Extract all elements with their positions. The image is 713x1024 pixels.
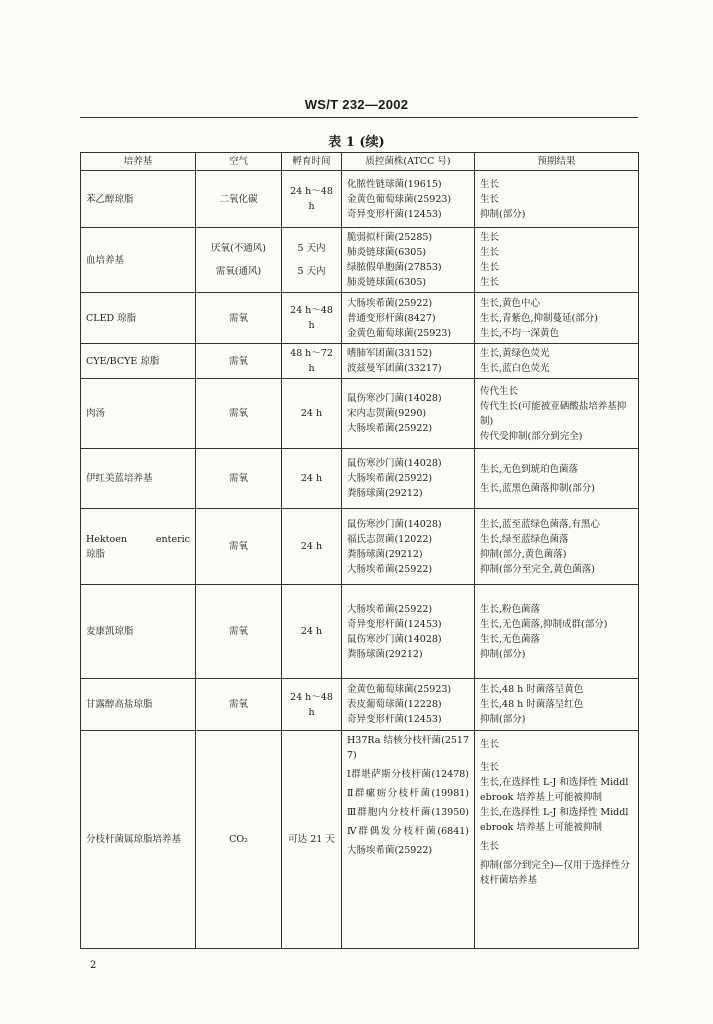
time-cell: 48 h～72 h xyxy=(282,344,342,379)
result-cell: 生长 生长 生长 生长 xyxy=(475,228,639,293)
result-cell: 生长,粉色菌落 生长,无色菌落,抑制成群(部分) 生长,无色菌落 抑制(部分) xyxy=(475,585,639,679)
time-cell: 24 h～48 h xyxy=(282,679,342,731)
result-cell: 传代生长 传代生长(可能被亚硒酸盐培养基抑制) 传代受抑制(部分到完全) xyxy=(475,379,639,449)
strain-cell: 嗜肺军团菌(33152) 波兹曼军团菌(33217) xyxy=(342,344,475,379)
table-row xyxy=(81,228,639,293)
strain-cell: 脆弱拟杆菌(25285) 肺炎链球菌(6305) 绿脓假单胞菌(27853) 肺炎链球菌(6305) xyxy=(342,228,475,293)
medium-cell: 甘露醇高盐琼脂 xyxy=(81,679,196,731)
air-cell: 厌氧(不通风) 需氧(通风) xyxy=(196,228,282,293)
header-strain: 质控菌株(ATCC 号) xyxy=(342,153,475,171)
result-cell: 生长,48 h 时菌落呈黄色 生长,48 h 时菌落呈红色 抑制(部分) xyxy=(475,679,639,731)
medium-cell: Hektoen enteric 琼脂 xyxy=(81,509,196,585)
air-cell: CO₂ xyxy=(196,731,282,949)
time-cell: 24 h～48 h xyxy=(282,293,342,344)
time-cell: 24 h xyxy=(282,509,342,585)
table-row xyxy=(81,509,639,585)
header-result: 预期结果 xyxy=(475,153,639,171)
air-cell: 二氧化碳 xyxy=(196,171,282,228)
table-row xyxy=(81,585,639,679)
result-cell: 生长 生长 生长,在选择性 L-J 和选择性 Middlebrook 培养基上可能被抑制 生长,在选择性 L-J 和选择性 Middlebrook 培养基上可能被抑制 生长 抑制(部分到完全)—仅用于选择性分枝杆菌培养基 xyxy=(475,731,639,949)
air-cell: 需氧 xyxy=(196,449,282,509)
time-cell: 5 天内 5 天内 xyxy=(282,228,342,293)
medium-cell: 肉汤 xyxy=(81,379,196,449)
table-row xyxy=(81,731,639,949)
table-row xyxy=(81,293,639,344)
air-cell: 需氧 xyxy=(196,585,282,679)
time-cell: 24 h xyxy=(282,449,342,509)
medium-cell: 苯乙醇琼脂 xyxy=(81,171,196,228)
air-cell: 需氧 xyxy=(196,293,282,344)
strain-cell: 鼠伤寒沙门菌(14028) 大肠埃希菌(25922) 粪肠球菌(29212) xyxy=(342,449,475,509)
result-cell: 生长,蓝至蓝绿色菌落,有黑心 生长,绿至蓝绿色菌落 抑制(部分,黄色菌落) 抑制(部分至完全,黄色菌落) xyxy=(475,509,639,585)
table-caption: 表 1 (续) xyxy=(328,135,385,150)
time-cell: 24 h xyxy=(282,379,342,449)
strain-cell: 鼠伤寒沙门菌(14028) 宋内志贺菌(9290) 大肠埃希菌(25922) xyxy=(342,379,475,449)
table-row xyxy=(81,171,639,228)
table-header-row xyxy=(81,153,639,171)
header-rule xyxy=(80,117,638,118)
strain-cell: 化脓性链球菌(19615) 金黄色葡萄球菌(25923) 奇异变形杆菌(12453) xyxy=(342,171,475,228)
air-cell: 需氧 xyxy=(196,344,282,379)
table-row xyxy=(81,379,639,449)
result-cell: 生长 生长 抑制(部分) xyxy=(475,171,639,228)
medium-cell: CLED 琼脂 xyxy=(81,293,196,344)
result-cell: 生长,无色到琥珀色菌落 生长,蓝黑色菌落抑制(部分) xyxy=(475,449,639,509)
header-time: 孵育时间 xyxy=(282,153,342,171)
medium-cell: 伊红美蓝培养基 xyxy=(81,449,196,509)
strain-cell: H37Ra 结核分枝杆菌(25177) Ⅰ群堪萨斯分枝杆菌(12478) Ⅱ群瘰疬分枝杆菌(19981) Ⅲ群胞内分枝杆菌(13950) Ⅳ群偶发分枝杆菌(6841) 大肠埃希菌(25922) xyxy=(342,731,475,949)
page-number: 2 xyxy=(90,960,97,971)
result-cell: 生长,黄绿色荧光 生长,蓝白色荧光 xyxy=(475,344,639,379)
medium-cell: 血培养基 xyxy=(81,228,196,293)
header-air: 空气 xyxy=(196,153,282,171)
medium-cell: CYE/BCYE 琼脂 xyxy=(81,344,196,379)
air-cell: 需氧 xyxy=(196,379,282,449)
air-cell: 需氧 xyxy=(196,509,282,585)
quality-control-table xyxy=(80,152,639,949)
time-cell: 24 h xyxy=(282,585,342,679)
table-row xyxy=(81,679,639,731)
table-row xyxy=(81,344,639,379)
medium-cell: 麦康凯琼脂 xyxy=(81,585,196,679)
table-row xyxy=(81,449,639,509)
header-medium: 培养基 xyxy=(81,153,196,171)
strain-cell: 大肠埃希菌(25922) 普通变形杆菌(8427) 金黄色葡萄球菌(25923) xyxy=(342,293,475,344)
strain-cell: 大肠埃希菌(25922) 奇异变形杆菌(12453) 鼠伤寒沙门菌(14028) 粪肠球菌(29212) xyxy=(342,585,475,679)
strain-cell: 金黄色葡萄球菌(25923) 表皮葡萄球菌(12228) 奇异变形杆菌(12453) xyxy=(342,679,475,731)
medium-cell: 分枝杆菌属琼脂培养基 xyxy=(81,731,196,949)
time-cell: 可达 21 天 xyxy=(282,731,342,949)
air-cell: 需氧 xyxy=(196,679,282,731)
document-code: WS/T 232—2002 xyxy=(304,97,409,112)
strain-cell: 鼠伤寒沙门菌(14028) 福氏志贺菌(12022) 粪肠球菌(29212) 大肠埃希菌(25922) xyxy=(342,509,475,585)
time-cell: 24 h～48 h xyxy=(282,171,342,228)
result-cell: 生长,黄色中心 生长,青紫色,抑制蔓延(部分) 生长,不均一深黄色 xyxy=(475,293,639,344)
